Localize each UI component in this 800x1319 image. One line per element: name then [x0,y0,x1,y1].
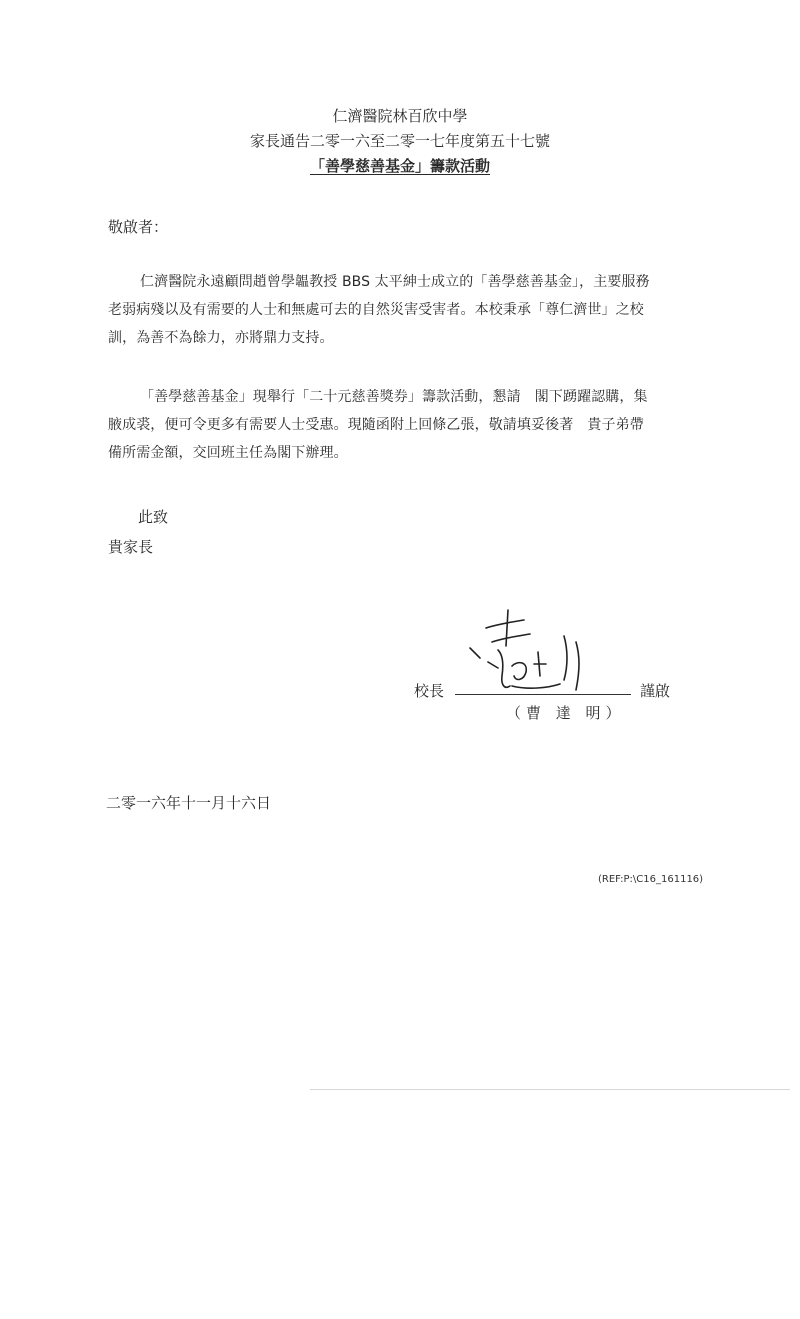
notice-number: 家長通告二零一六至二零一七年度第五十七號 [249,132,550,150]
closing-recipient: 貴家長 [108,538,154,556]
notice-title: 「善學慈善基金」籌款活動 [309,157,490,175]
paragraph-line: 備所需金額，交回班主任為閣下辦理。 [108,445,348,461]
closing-phrase: 此致 [138,508,169,526]
letter-header [0,104,800,179]
paragraph-2 [108,383,708,467]
paragraph-line: 腋成裘，便可令更多有需要人士受惠。現隨函附上回條乙張，敬請填妥後著 貴子弟帶 [108,417,644,433]
paragraph-line: 「善學慈善基金」現舉行「二十元慈善獎券」籌款活動，懇請 閣下踴躍認購，集 [140,389,648,405]
reference-code: (REF:P:\C16_161116) [598,874,704,885]
handwritten-signature [468,606,598,706]
letter-date: 二零一六年十一月十六日 [106,794,272,812]
signature-label: 校長 [414,682,445,700]
scan-artifact-line [310,1089,790,1090]
paragraph-line: 老弱病殘以及有需要的人士和無處可去的自然災害受害者。本校秉承「尊仁濟世」之校 [108,302,644,318]
signature-closing: 謹啟 [640,682,671,700]
principal-name: （曹 達 明） [506,704,626,722]
paragraph-line: 仁濟醫院永遠顧問趙曾學韞教授 BBS 太平紳士成立的「善學慈善基金」，主要服務 [140,274,650,290]
salutation: 敬啟者： [108,218,169,236]
paragraph-line: 訓，為善不為餘力，亦將鼎力支持。 [108,330,334,346]
school-name: 仁濟醫院林百欣中學 [332,107,468,125]
paragraph-1 [108,268,708,352]
